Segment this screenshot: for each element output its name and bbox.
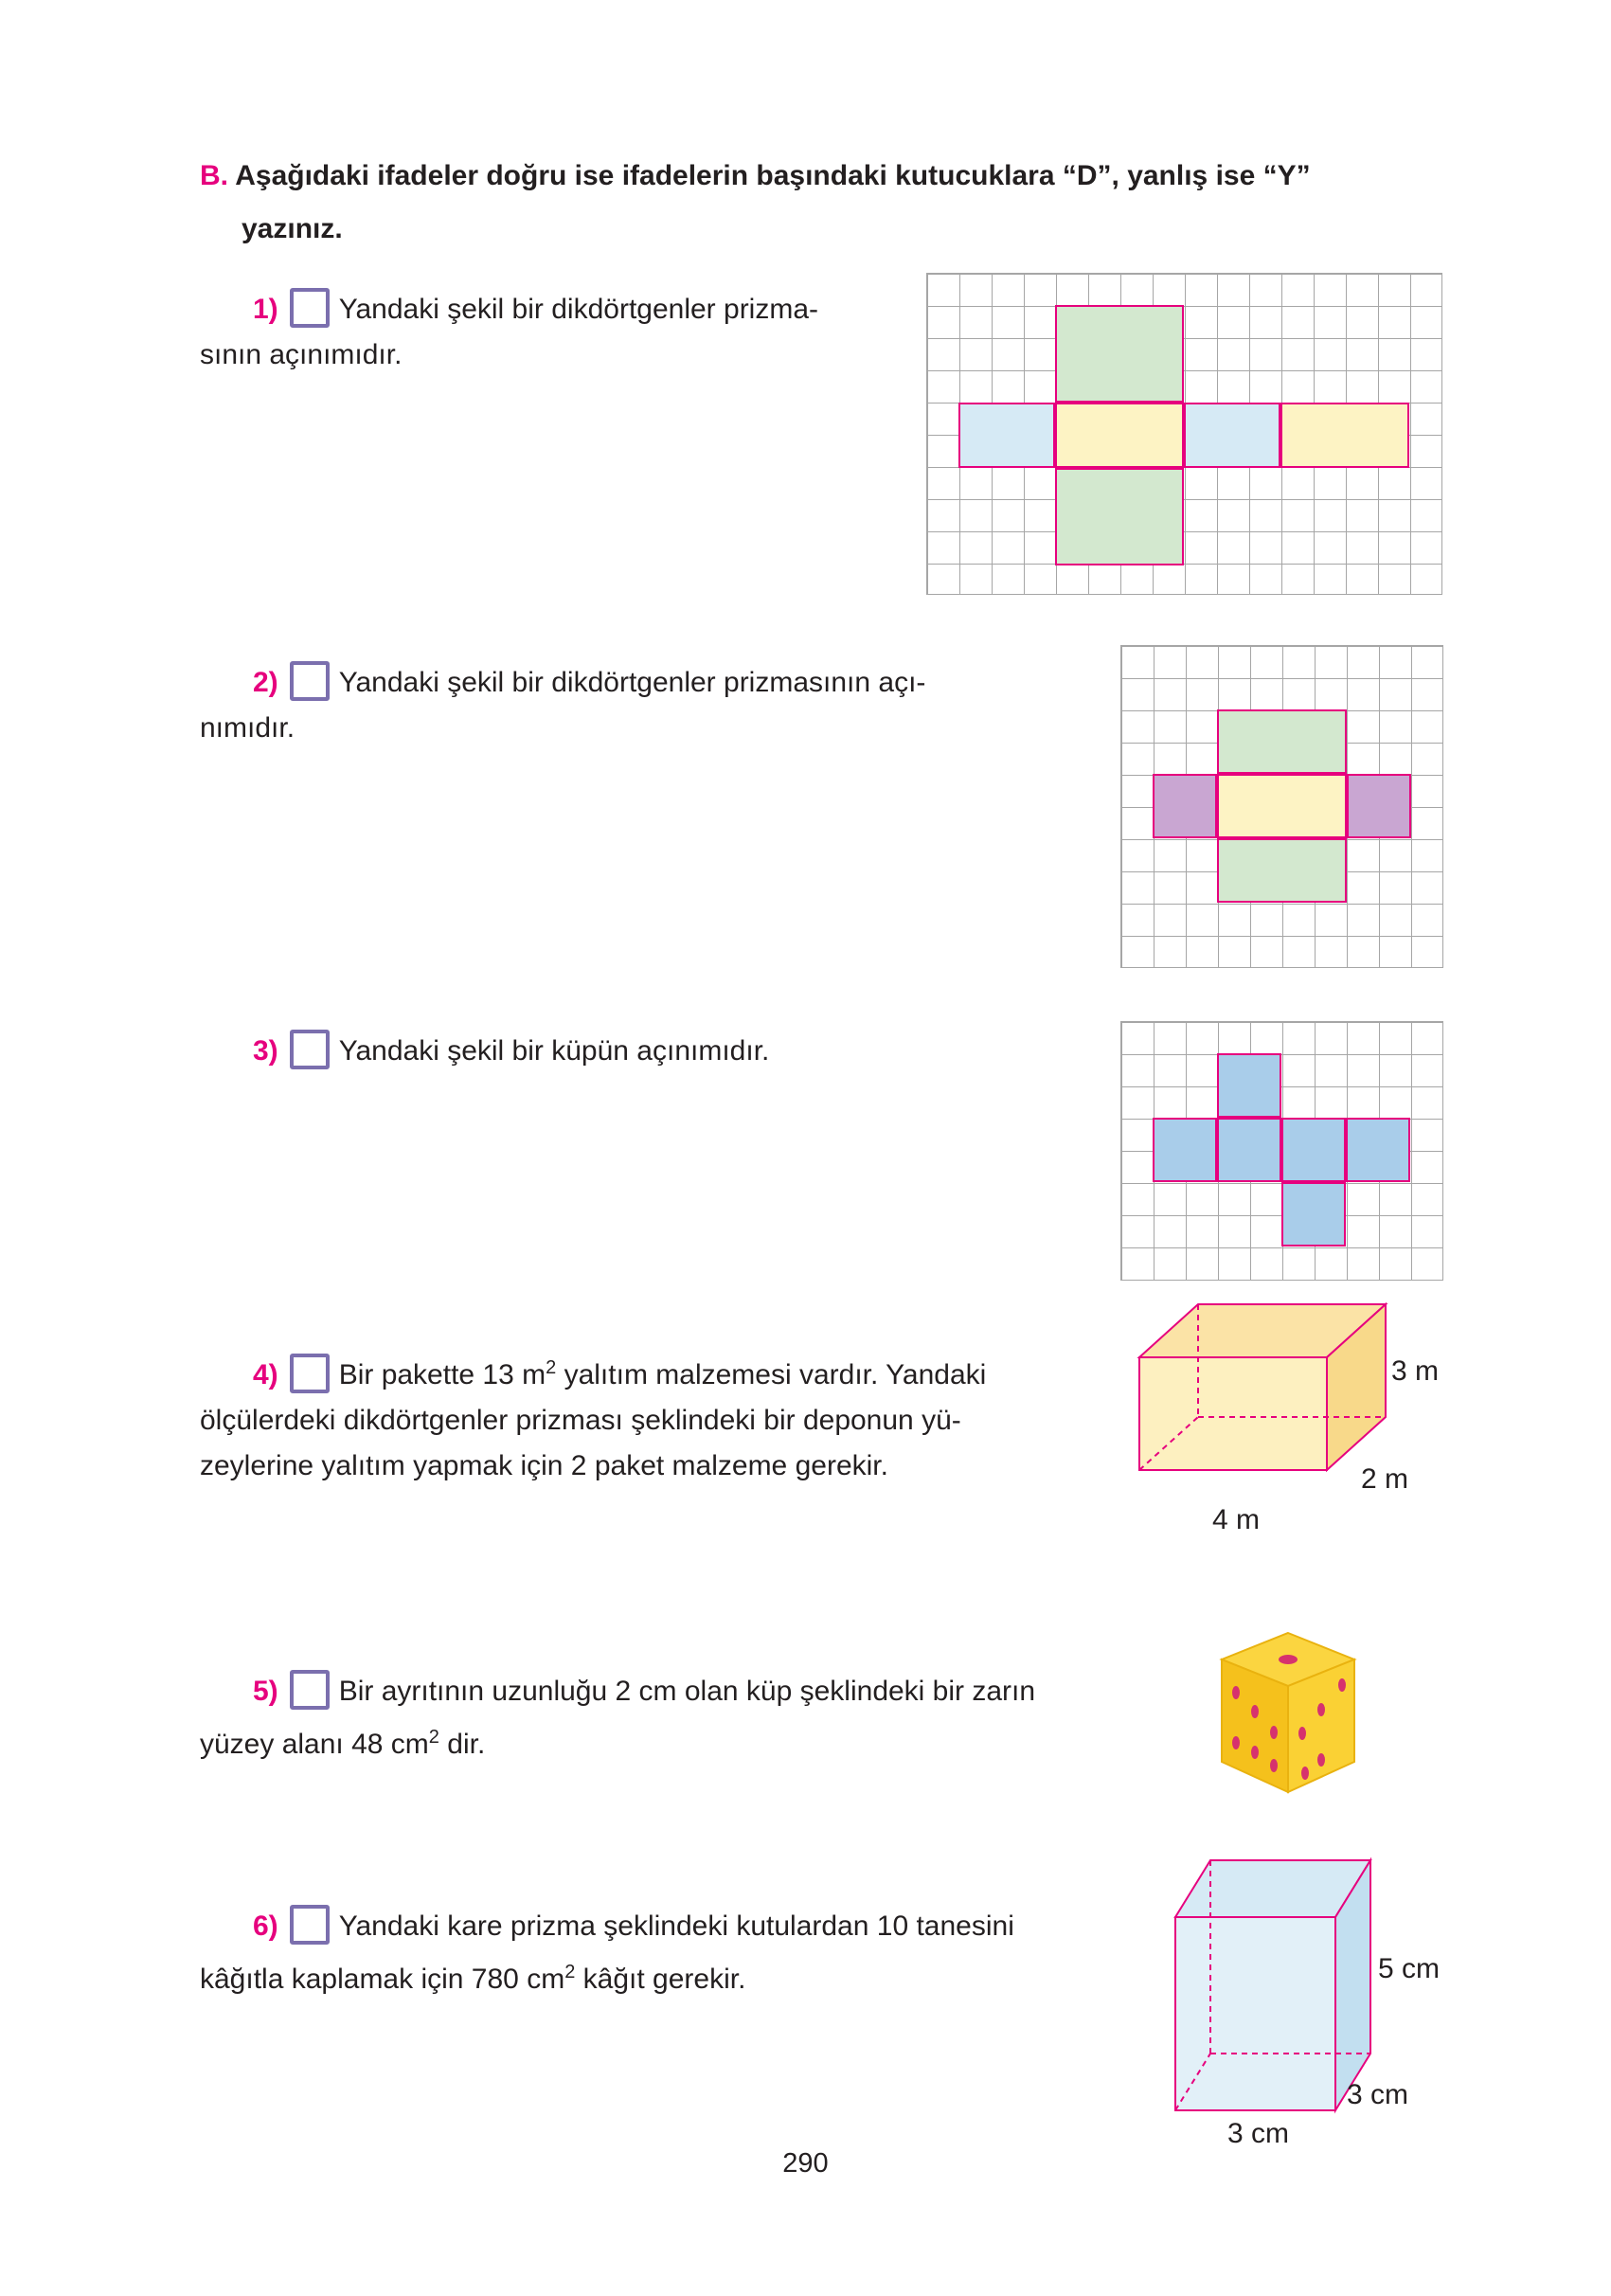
question-text: Yandaki kare prizma şeklindeki kutulardan 10 tanesini (338, 1910, 1014, 1942)
question-text-cont: yüzey alanı 48 cm (200, 1729, 429, 1760)
section-letter: B. (200, 160, 228, 191)
die-pip (1298, 1727, 1306, 1740)
dim-width: 3 cm (1227, 2118, 1290, 2149)
die-pip (1338, 1678, 1346, 1692)
prism-front-face (1175, 1917, 1335, 2110)
die-pip (1232, 1736, 1240, 1749)
dim-depth: 3 cm (1347, 2079, 1409, 2110)
net-face (1184, 403, 1280, 468)
die-pip (1270, 1759, 1278, 1772)
net-face (1347, 774, 1411, 838)
net-face (1055, 403, 1184, 468)
dim-height: 3 m (1391, 1355, 1440, 1387)
question-text: yalıtım malzemesi vardır. Yandaki (556, 1359, 987, 1390)
prism-figure-6 (1170, 1855, 1378, 2115)
question-text-cont: kâğıt gerekir. (575, 1964, 746, 1995)
answer-checkbox-6[interactable] (290, 1905, 330, 1945)
question-text: Yandaki şekil bir küpün açınımıdır. (338, 1035, 770, 1067)
net-face (1217, 838, 1347, 903)
question-text: Bir pakette 13 m (338, 1359, 546, 1390)
question-text-cont: kâğıtla kaplamak için 780 cm (200, 1964, 565, 1995)
instruction-heading (200, 150, 1459, 256)
cube-face (1346, 1118, 1410, 1182)
question-number: 1) (253, 294, 278, 325)
question-1 (200, 287, 818, 378)
page-number: 290 (782, 2148, 829, 2179)
dim-depth: 2 m (1361, 1463, 1409, 1495)
cube-face (1217, 1118, 1281, 1182)
answer-checkbox-3[interactable] (290, 1030, 330, 1069)
answer-checkbox-5[interactable] (290, 1670, 330, 1710)
cube-face (1281, 1118, 1346, 1182)
question-text: Bir ayrıtının uzunluğu 2 cm olan küp şeklindeki bir zarın (338, 1676, 1036, 1707)
cube-face (1153, 1118, 1217, 1182)
prism-front-face (1139, 1357, 1327, 1470)
question-2 (200, 660, 925, 751)
question-text-cont: dir. (439, 1729, 486, 1760)
die-pip (1232, 1686, 1240, 1699)
question-number: 2) (253, 667, 278, 698)
net-face (1055, 305, 1184, 403)
question-6 (200, 1904, 1014, 2002)
die-pip (1251, 1705, 1259, 1718)
die-pip (1317, 1753, 1325, 1767)
question-text: Yandaki şekil bir dikdörtgenler prizmasının açı- (338, 667, 926, 698)
question-5 (200, 1669, 1035, 1767)
question-text-cont: sının açınımıdır. (200, 339, 403, 370)
die-pip (1270, 1726, 1278, 1739)
net-figure-3 (1120, 1021, 1443, 1281)
answer-checkbox-4[interactable] (290, 1354, 330, 1393)
die-pip (1251, 1746, 1259, 1759)
net-face (958, 403, 1055, 468)
question-text-cont: zeylerine yalıtım yapmak için 2 paket malzeme gerekir. (200, 1450, 888, 1481)
cube-face (1217, 1053, 1281, 1118)
net-face (1055, 468, 1184, 565)
net-face (1217, 709, 1347, 774)
die-pip (1279, 1655, 1298, 1664)
net-figure-1 (926, 273, 1442, 595)
instruction-text-2: yazınız. (242, 213, 343, 244)
superscript: 2 (428, 1727, 439, 1748)
question-number: 6) (253, 1910, 278, 1942)
net-face (1280, 403, 1409, 468)
question-text-cont: ölçülerdeki dikdörtgenler prizması şeklindeki bir deponun yü- (200, 1405, 961, 1436)
net-face (1217, 774, 1347, 838)
die-pip (1317, 1703, 1325, 1716)
dim-width: 4 m (1212, 1504, 1261, 1535)
net-face (1153, 774, 1217, 838)
question-number: 4) (253, 1359, 278, 1390)
question-3 (200, 1029, 769, 1074)
answer-checkbox-2[interactable] (290, 661, 330, 701)
die-figure (1212, 1631, 1364, 1797)
cube-face (1281, 1182, 1346, 1247)
question-number: 5) (253, 1676, 278, 1707)
superscript: 2 (546, 1357, 557, 1378)
instruction-text: Aşağıdaki ifadeler doğru ise ifadelerin başındaki kutucuklara “D”, yanlış ise “Y” (235, 160, 1311, 191)
dim-height: 5 cm (1378, 1953, 1441, 1984)
question-text: Yandaki şekil bir dikdörtgenler prizma- (338, 294, 819, 325)
answer-checkbox-1[interactable] (290, 288, 330, 328)
die-pip (1301, 1767, 1309, 1780)
question-text-cont: nımıdır. (200, 712, 295, 744)
superscript: 2 (564, 1962, 576, 1982)
net-figure-2 (1120, 645, 1443, 968)
question-4 (200, 1345, 986, 1489)
question-number: 3) (253, 1035, 278, 1067)
